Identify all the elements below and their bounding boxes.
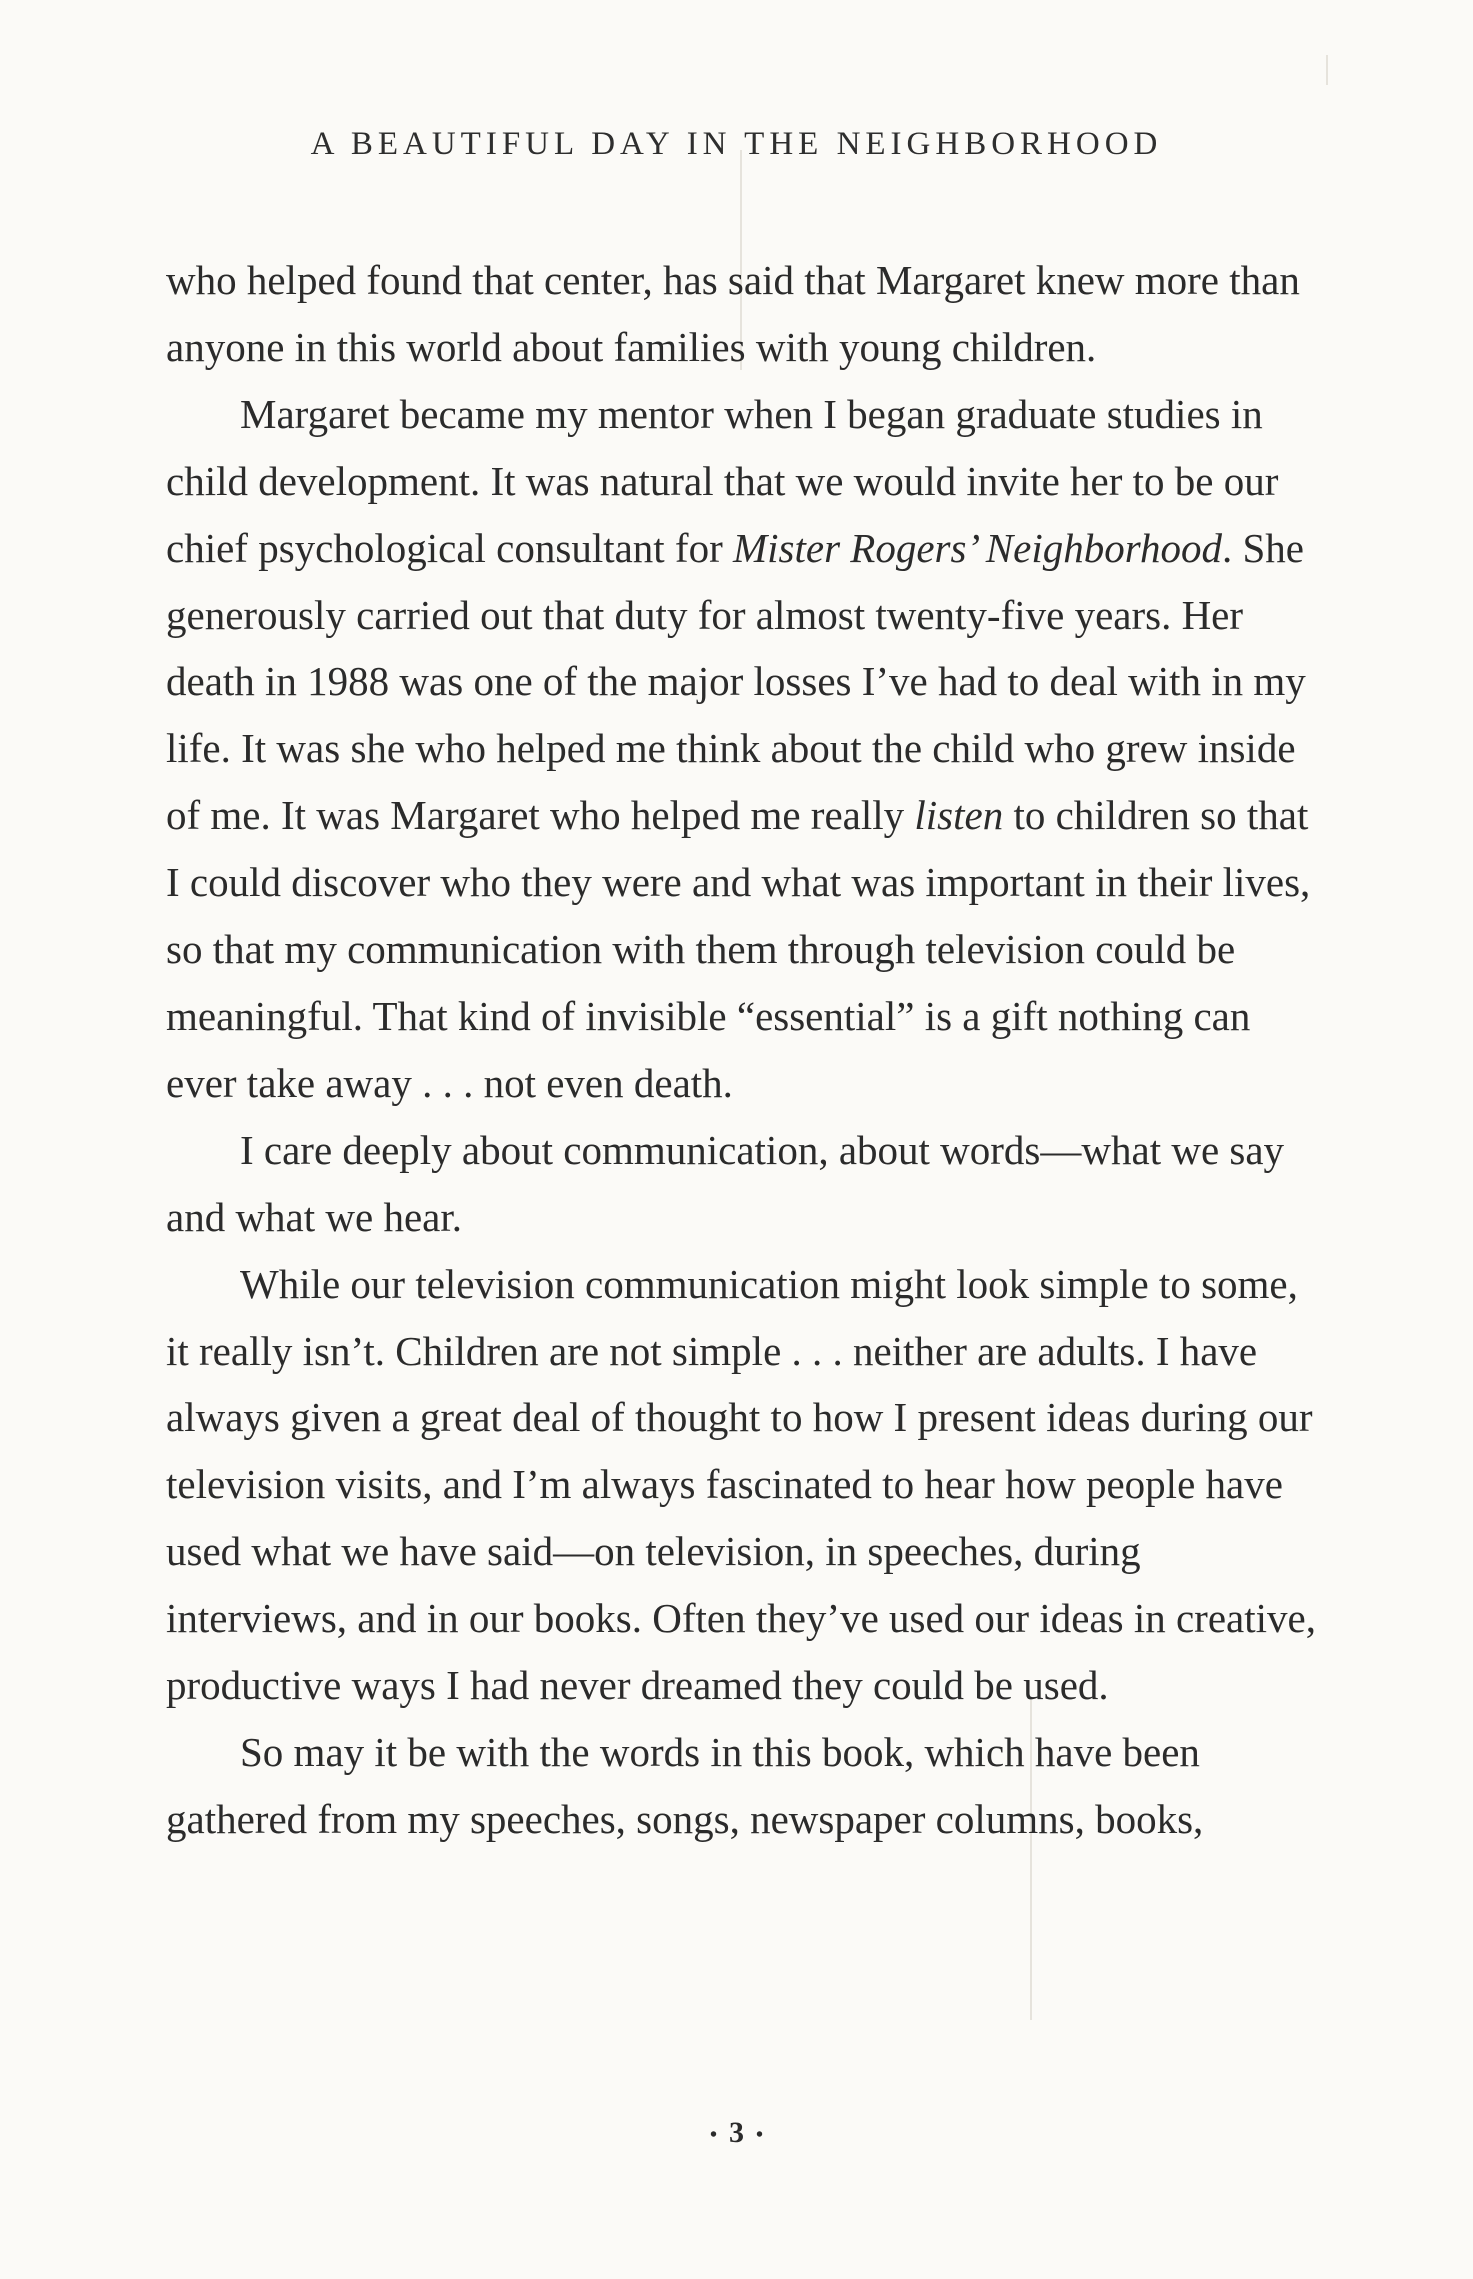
text-run: . She generously carried out that duty for almost twenty-five years. Her death in 1988 was one of the major losses I’ve had to deal with in my life. It was she who helped me think about the child who grew inside of me. It was Margaret who helped me really [166,524,1306,839]
paragraph: While our television communication might look simple to some, it really isn’t. Children are not simple . . . neither are adults. I have always given a great deal of thought to how I present ideas during our television visits, and I’m always fascinated to hear how people have used what we have said—on television, in speeches, during interviews, and in our books. Often they’ve used our ideas in creative, productive ways I had never dreamed they could be used. [166,1260,1316,1709]
running-head: A BEAUTIFUL DAY IN THE NEIGHBORHOOD [310,126,1163,162]
folio-bullet: • [709,2123,717,2146]
page-number-value: 3 [729,2116,744,2149]
folio-bullet: • [756,2123,764,2146]
emphasis-listen: listen [914,792,1004,839]
text-run: Margaret became my mentor when I began graduate studies in child development. It was natural that we would invite her to be our chief psychological consultant for [166,390,1279,571]
text-run: to children so that I could discover who they were and what was important in their lives, so that my communication with them through television could be meaningful. That kind of invisible “essential” is a gift nothing can ever take away . . . not even death. [166,792,1311,1106]
show-title: Mister Rogers’ Neighborhood [733,524,1222,571]
paragraph: I care deeply about communication, about words—what we say and what we hear. [166,1126,1285,1240]
paragraph [166,381,1326,1117]
page-number [0,2116,1473,2150]
paragraph: who helped found that center, has said that Margaret knew more than anyone in this world about families with young children. [166,257,1300,370]
body-text [166,247,1326,1853]
scan-line [1326,55,1328,85]
paragraph: So may it be with the words in this book, which have been gathered from my speeches, songs, newspaper columns, books, [166,1728,1204,1842]
